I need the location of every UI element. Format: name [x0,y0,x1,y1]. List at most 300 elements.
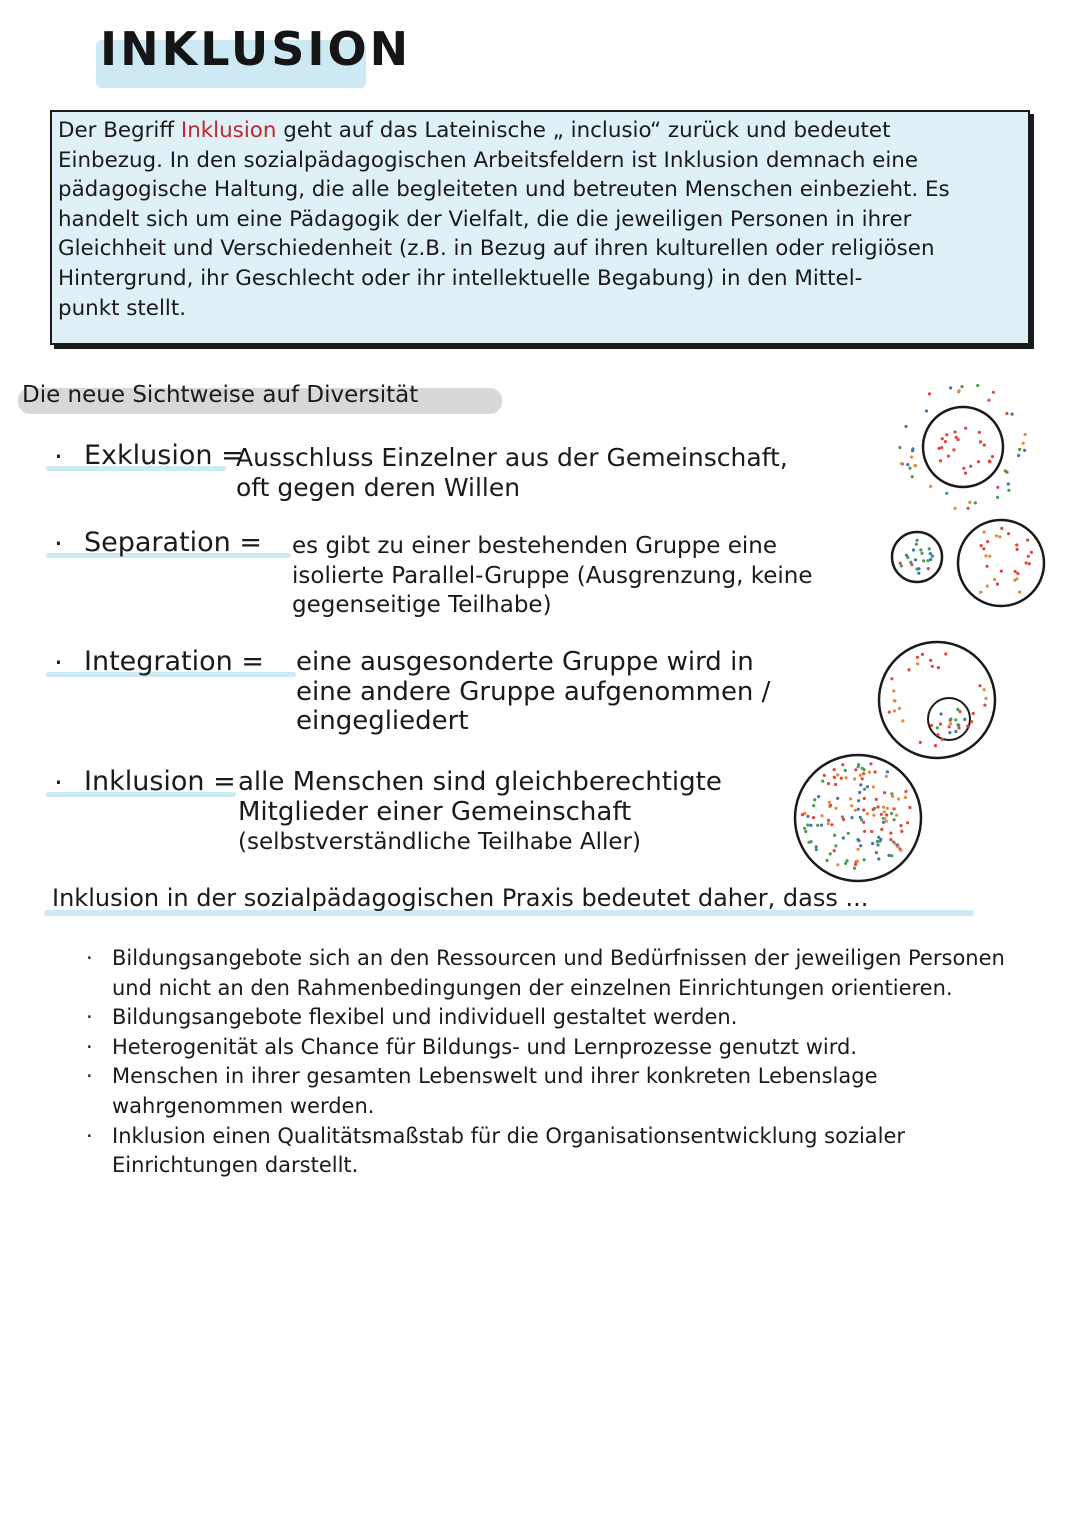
dot [938,447,941,450]
bullet: · [54,440,63,473]
dot [954,718,957,721]
dot [992,391,995,394]
dot [862,772,865,775]
dot [863,768,866,771]
dot [893,842,896,845]
dot [806,823,809,826]
dot [893,807,896,810]
dot [898,707,901,710]
dot [986,565,989,568]
dot [922,559,925,562]
dot [949,386,952,389]
dot [834,844,837,847]
exklusion-diagram [898,384,1026,510]
dot [866,812,869,815]
dot [804,830,807,833]
dot [870,830,873,833]
dot [987,399,990,402]
dot [890,854,893,857]
dot [847,832,850,835]
dot [931,665,934,668]
dot [941,738,944,741]
term-separation: Separation = [84,527,263,558]
dot [904,790,907,793]
dot [836,797,839,800]
main-group-circle [958,520,1044,606]
outer-dots [888,652,988,747]
dot [921,653,924,656]
dot [908,806,911,809]
dot [899,824,902,827]
definition-line: Ausschluss Einzelner aus der Gemeinschaft, [236,443,788,472]
dot [910,456,913,459]
outer-group-circle [879,642,995,758]
dot [1015,543,1018,546]
dot [993,578,996,581]
dot [972,712,975,715]
dot [954,730,957,733]
dot [857,848,860,851]
dot [830,823,833,826]
dot [846,859,849,862]
dot [823,774,826,777]
dot [850,804,853,807]
dot [904,796,907,799]
dot [860,818,863,821]
dot [885,775,888,778]
dot [1030,551,1033,554]
definition-line: handelt sich um eine Pädagogik der Vielfalt, die die jeweiligen Personen in ihrer [58,206,912,232]
dot [1028,562,1031,565]
dot [925,409,928,412]
outer-dots [898,384,1026,510]
definition-line: pädagogische Haltung, die alle begleiteten und betreuten Menschen einbezieht. Es [58,177,950,203]
dot [940,712,943,715]
dot [988,460,991,463]
dot [978,431,981,434]
dot [900,462,903,465]
praxis-heading: Inklusion in der sozialpädagogischen Praxis bedeutet daher, dass ... [52,884,869,912]
dot [876,840,879,843]
dot [833,834,836,837]
dot [854,809,857,812]
dot [842,836,845,839]
dot [821,814,824,817]
dot [893,699,896,702]
dot [863,788,866,791]
dot [966,725,969,728]
dot [859,783,862,786]
dot [835,807,838,810]
dot [859,774,862,777]
dot [949,717,952,720]
inner-dots [936,708,967,734]
dot [890,677,893,680]
dot [886,807,889,810]
separation-diagram [892,520,1044,606]
dot [844,862,847,865]
dot [898,446,901,449]
dot [806,815,809,818]
dot [887,854,890,857]
dot [874,770,877,773]
dot [944,652,947,655]
dot [919,741,922,744]
dot [937,666,940,669]
dot [996,583,999,586]
definition-line: es gibt zu einer bestehenden Gruppe eine [292,533,777,559]
dot [893,709,896,712]
dot [1011,413,1014,416]
dot [936,733,939,736]
list-item: · Bildungsangebote sich an den Ressourcen und Bedürfnissen der jeweiligen Personen und nicht an den Rahmenbedingungen der einzelnen Einrichtungen orientieren. [86,946,1005,1000]
dot [836,773,839,776]
dot [883,817,886,820]
dot [809,824,812,827]
dot [857,808,860,811]
dot [880,813,883,816]
dot [1022,442,1025,445]
dot [957,724,960,727]
dot [844,776,847,779]
dot [941,437,944,440]
dot [850,816,853,819]
dot [827,782,830,785]
dot [930,724,933,727]
dot [920,552,923,555]
dot [833,776,836,779]
dot [877,805,880,808]
dot [885,813,888,816]
definition-line: punkt stellt. [58,295,187,321]
dot [801,813,804,816]
dot [817,795,820,798]
dot [875,851,878,854]
dot [900,564,903,567]
dot [888,711,891,714]
dot [821,780,824,783]
dot [853,867,856,870]
dot [895,814,898,817]
definition-line: oft gegen deren Willen [236,473,521,502]
definition-line: Einbezug. In den sozialpädagogischen Arbeitsfeldern ist Inklusion demnach eine [58,147,918,173]
dot [983,444,986,447]
dot [862,821,865,824]
dot [854,768,857,771]
dot [914,558,917,561]
list-item: · Bildungsangebote flexibel und individuell gestaltet werden. [86,1005,738,1030]
definition-keyword: Inklusion [180,118,277,143]
dot [889,838,892,841]
dot [936,726,939,729]
dot [863,858,866,861]
dot [803,827,806,830]
group-circle [923,407,1003,487]
dot [869,762,872,765]
dot [949,722,952,725]
dot [974,501,977,504]
dot [854,863,857,866]
dot [1017,454,1020,457]
dot [868,771,871,774]
dot [1005,412,1008,415]
dot [983,530,986,533]
dot [964,472,967,475]
dot [1013,579,1016,582]
list-item: · Heterogenität als Chance für Bildungs- und Lernprozesse genutzt wird. [86,1034,857,1059]
dot [813,798,816,801]
dot [927,567,930,570]
dot [840,777,843,780]
dot [885,820,888,823]
dot [899,849,902,852]
dot [815,848,818,851]
dot [929,558,932,561]
dot [957,726,960,729]
dot [872,814,875,817]
list-item: · Inklusion einen Qualitätsmaßstab für die Organisationsentwicklung sozialer Einrichtungen darstellt. [86,1123,906,1178]
dot [986,540,989,543]
dot [807,841,810,844]
inner-dots [938,427,995,475]
dot [908,467,911,470]
definition-prefix: Der Begriff [58,118,181,143]
dot [876,843,879,846]
main-dots [979,527,1033,594]
dot [833,768,836,771]
dot [875,798,878,801]
definition-line: Gleichheit und Verschiedenheit (z.B. in Bezug auf ihren kulturellen oder religiösen [58,236,935,262]
term-exklusion: Exklusion = [84,440,244,471]
dot [829,852,832,855]
dot [1005,471,1008,474]
dot [841,763,844,766]
dot [863,797,866,800]
dot [978,684,981,687]
dot [939,459,942,462]
dot [984,554,987,557]
dot [967,507,970,510]
term-integration: Integration = [84,646,264,677]
dot [812,816,815,819]
dot [836,863,839,866]
dot [916,539,919,542]
dot [940,446,943,449]
dot [1025,561,1028,564]
dot [986,585,989,588]
dot [979,440,982,443]
dot [962,467,965,470]
dot [828,801,831,804]
dot [871,842,874,845]
inklusion-diagram [795,755,921,881]
mixed-dots [801,762,912,870]
dot [890,812,893,815]
dot [891,794,894,797]
dot [849,797,852,800]
dot [984,697,987,700]
dot [815,845,818,848]
dot [929,552,932,555]
dot [934,744,937,747]
dot [1026,539,1029,542]
dot [907,668,910,671]
dot [983,704,986,707]
bullet: · [54,646,63,679]
dot [892,689,895,692]
dot [862,808,865,811]
dot [900,830,903,833]
dot [910,563,913,566]
dot [911,449,914,452]
dot [901,719,904,722]
dot [945,492,948,495]
dot [861,777,864,780]
dot [976,384,979,387]
dot [866,785,869,788]
definition-line: isolierte Parallel-Gruppe (Ausgrenzung, keine [292,562,813,589]
dot [948,725,951,728]
dot [983,688,986,691]
dot [906,463,909,466]
dot [897,797,900,800]
dot [963,718,966,721]
dot [853,777,856,780]
dot [1007,489,1010,492]
dot [928,392,931,395]
dot [928,547,931,550]
definition-line: alle Menschen sind gleichberechtigte [238,767,722,797]
dot [956,708,959,711]
dot [820,824,823,827]
definition-line: eingegliedert [296,706,469,737]
dot [893,818,896,821]
dot [998,535,1001,538]
dot [970,720,973,723]
dot [880,828,883,831]
dot [979,591,982,594]
dot [1023,449,1026,452]
dot [952,448,955,451]
dot [996,486,999,489]
definition-line: gegenseitige Teilhabe) [292,592,552,619]
dot [931,555,934,558]
dot [882,806,885,809]
term-inklusion: Inklusion = [84,766,236,797]
definition-line: (selbstverständliche Teilhabe Aller) [238,829,641,856]
dot [816,824,819,827]
dot [879,838,882,841]
dot [917,572,920,575]
dot [858,791,861,794]
dot [995,534,998,537]
dot [1016,548,1019,551]
dot [944,440,947,443]
dot [939,723,942,726]
dot [929,659,932,662]
dot [912,548,915,551]
dot [1007,482,1010,485]
dot [954,507,957,510]
definition-line: geht auf das Lateinische „ inclusio“ zurück und bedeutet [276,118,891,143]
dot [958,389,961,392]
dot [863,830,866,833]
dot [877,857,880,860]
dot [947,455,950,458]
dot [889,832,892,835]
dot [883,810,886,813]
dot [1018,448,1021,451]
list-item: · Menschen in ihrer gesamten Lebenswelt und ihrer konkreten Lebenslage wahrgenommen werden. [86,1064,878,1118]
dot [977,460,980,463]
dot [886,770,889,773]
dot [914,464,917,467]
dot [982,547,985,550]
dot [968,501,971,504]
dot [1014,570,1017,573]
dot [916,656,919,659]
dot [1027,555,1030,558]
dot [960,385,963,388]
dot [915,543,918,546]
dot [996,496,999,499]
dot [969,465,972,468]
dot [856,860,859,863]
dot [945,433,948,436]
dot [948,731,951,734]
dot [857,799,860,802]
dot [1024,433,1027,436]
dot [844,769,847,772]
dot [842,818,845,821]
dot [926,559,929,562]
dot [873,807,876,810]
dot [919,548,922,551]
dot [1016,572,1019,575]
dot [955,436,958,439]
dot [827,819,830,822]
dot [872,785,875,788]
dot [1007,532,1010,535]
dot [906,556,909,559]
dot [827,822,830,825]
dot [859,844,862,847]
definition-line: Hintergrund, ihr Geschlecht oder ihr intellektuelle Begabung) in den Mittel- [58,265,863,291]
dot [991,455,994,458]
dot [856,838,859,841]
dot [916,662,919,665]
dot [904,425,907,428]
definition-line: eine ausgesonderte Gruppe wird in [296,647,754,677]
dot [882,821,885,824]
definition-line: eine andere Gruppe aufgenommen / [296,676,771,707]
dot [1018,591,1021,594]
dot [829,804,832,807]
page-title: INKLUSION [100,22,412,76]
dot [911,475,914,478]
praxis-list [82,944,1042,1181]
dot [988,555,991,558]
dot [826,859,829,862]
bullet: · [54,766,63,799]
dot [857,763,860,766]
dot [929,485,932,488]
dot [812,804,815,807]
subheading: Die neue Sichtweise auf Diversität [22,382,419,408]
dot [883,791,886,794]
dot [980,544,983,547]
dot [1000,570,1003,573]
